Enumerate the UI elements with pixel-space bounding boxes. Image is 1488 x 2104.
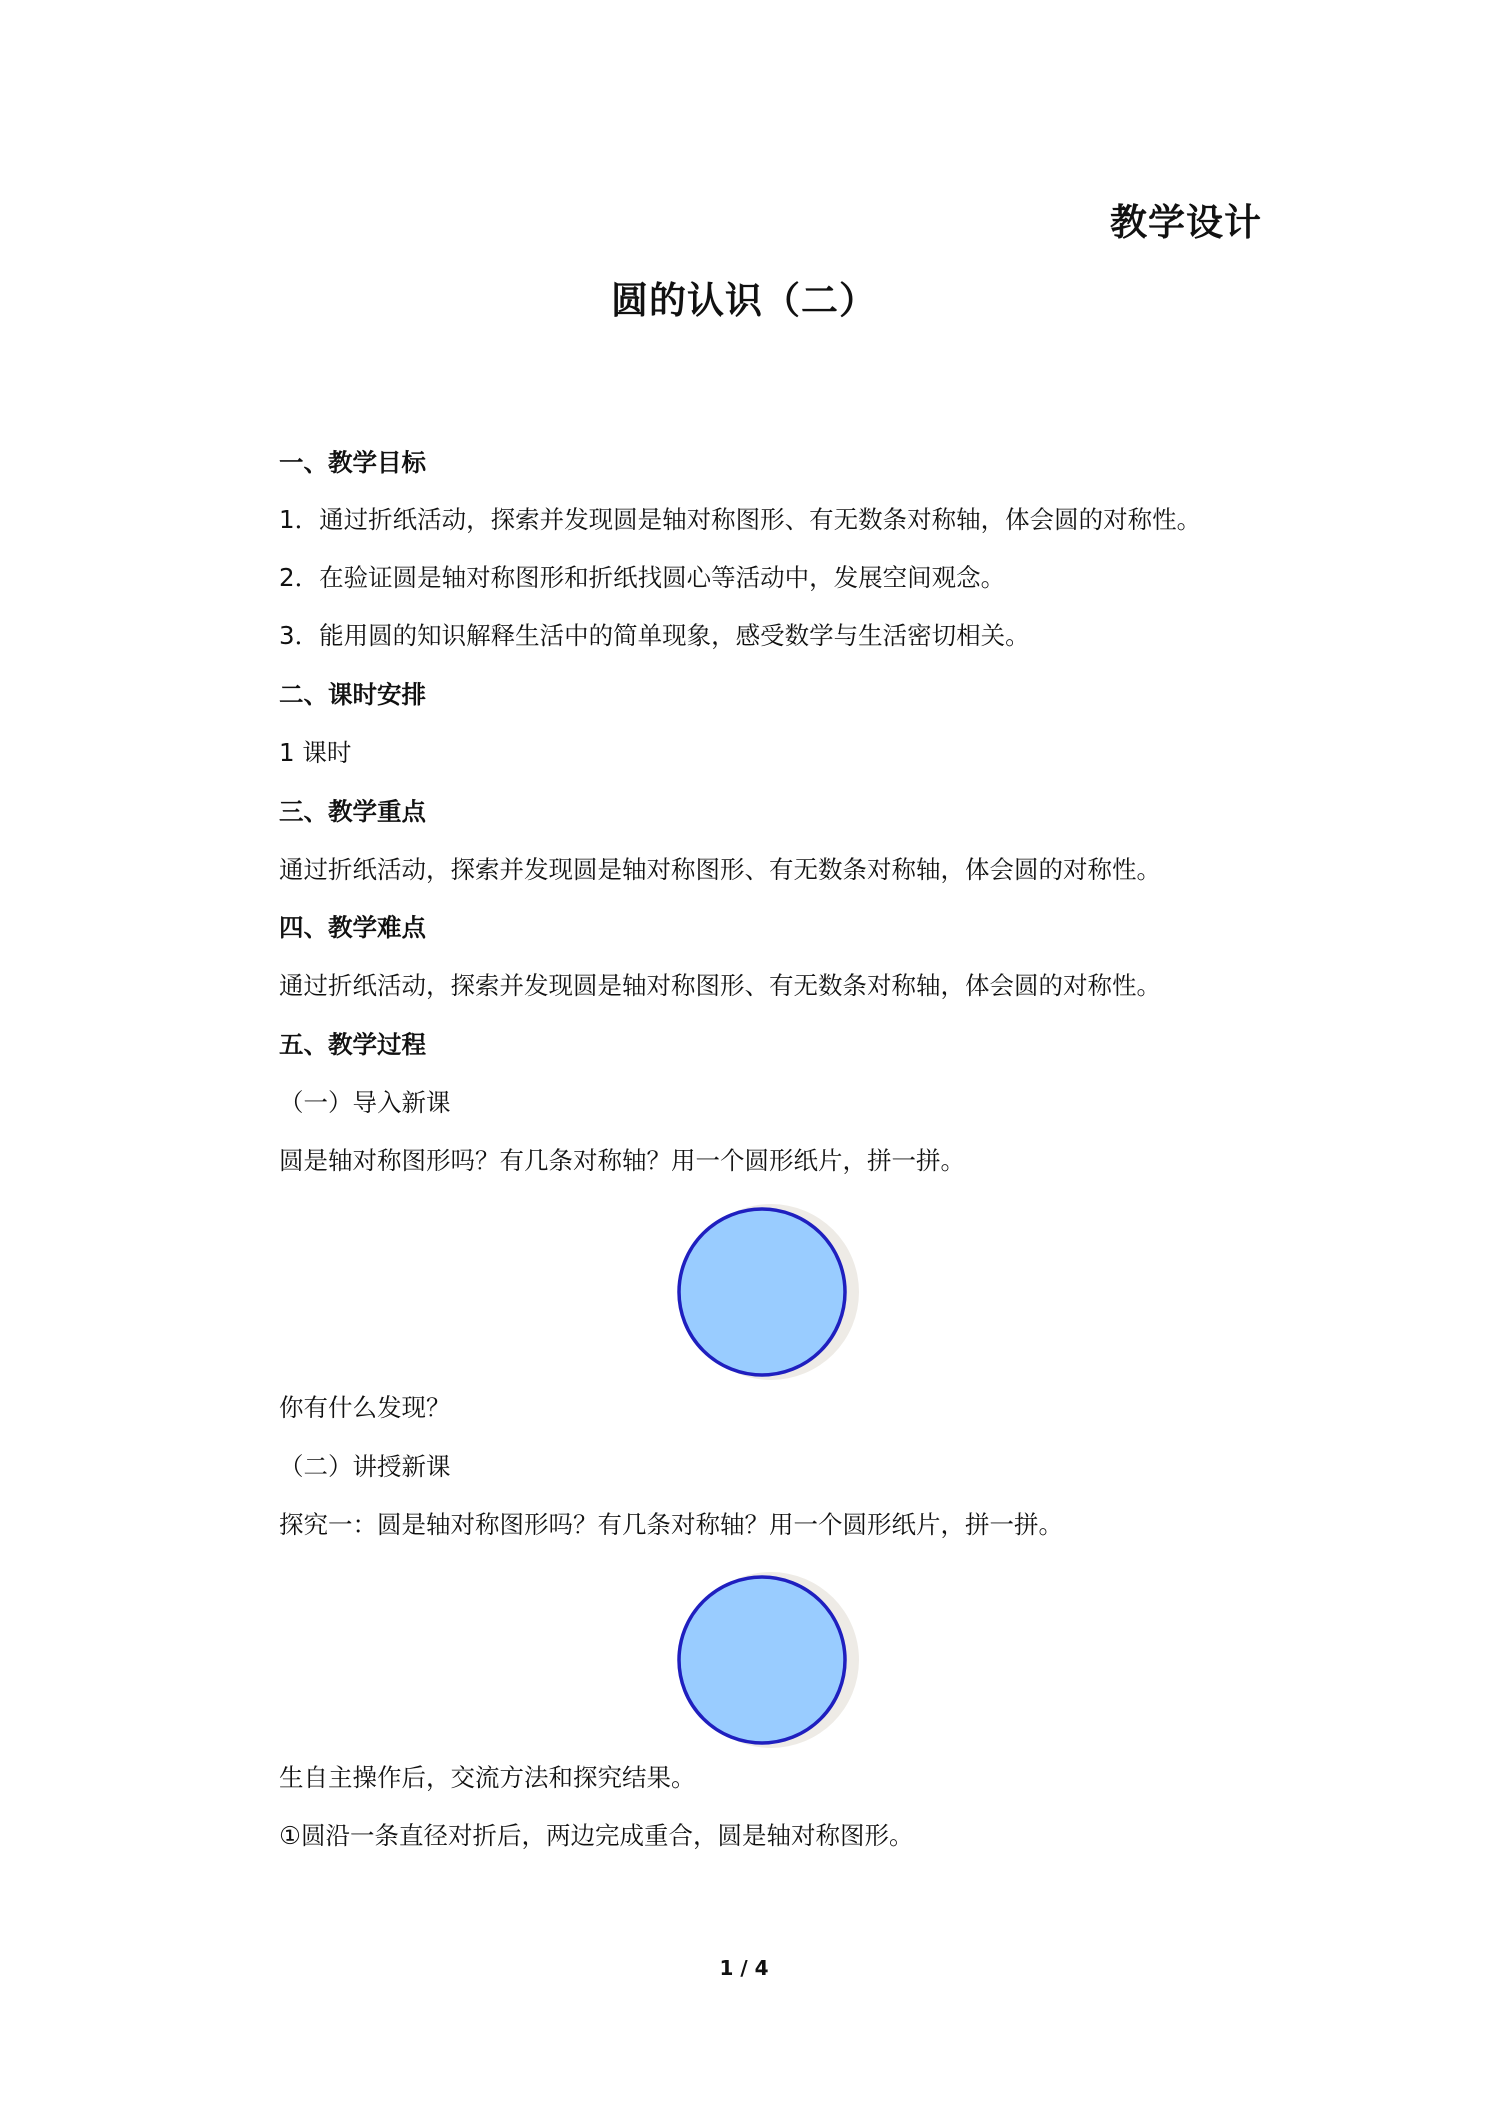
schedule-text: 1 课时 bbox=[279, 738, 352, 767]
section-heading-difficulty: 四、教学难点 bbox=[279, 913, 426, 942]
objective-item: 2．在验证圆是轴对称图形和折纸找圆心等活动中，发展空间观念。 bbox=[279, 563, 1006, 592]
difficulty-text: 通过折纸活动，探索并发现圆是轴对称图形、有无数条对称轴，体会圆的对称性。 bbox=[279, 971, 1161, 1000]
section-heading-objectives: 一、教学目标 bbox=[279, 448, 426, 477]
circle-figure-1 bbox=[675, 1200, 865, 1390]
intro-prompt: 你有什么发现？ bbox=[279, 1393, 451, 1422]
paper-circle bbox=[679, 1209, 845, 1375]
subsection-label-teach: （二）讲授新课 bbox=[279, 1452, 451, 1481]
intro-question: 圆是轴对称图形吗？有几条对称轴？用一个圆形纸片，拼一拼。 bbox=[279, 1146, 965, 1175]
objective-item: 3．能用圆的知识解释生活中的简单现象，感受数学与生活密切相关。 bbox=[279, 621, 1030, 650]
subsection-label-intro: （一）导入新课 bbox=[279, 1088, 451, 1117]
section-heading-process: 五、教学过程 bbox=[279, 1030, 426, 1059]
key-point-text: 通过折纸活动，探索并发现圆是轴对称图形、有无数条对称轴，体会圆的对称性。 bbox=[279, 855, 1161, 884]
section-heading-schedule: 二、课时安排 bbox=[279, 680, 426, 709]
doc-type-label: 教学设计 bbox=[1110, 201, 1262, 244]
after-text: 生自主操作后，交流方法和探究结果。 bbox=[279, 1763, 696, 1792]
page-title: 圆的认识（二） bbox=[611, 279, 877, 322]
page-number: 1 / 4 bbox=[719, 1956, 769, 1980]
circle-figure-2 bbox=[675, 1568, 865, 1758]
finding-text: ①圆沿一条直径对折后，两边完成重合，圆是轴对称图形。 bbox=[279, 1821, 914, 1850]
paper-circle bbox=[679, 1577, 845, 1743]
section-heading-key-point: 三、教学重点 bbox=[279, 797, 426, 826]
objective-item: 1．通过折纸活动，探索并发现圆是轴对称图形、有无数条对称轴，体会圆的对称性。 bbox=[279, 505, 1202, 534]
explore-question: 探究一：圆是轴对称图形吗？有几条对称轴？用一个圆形纸片，拼一拼。 bbox=[279, 1510, 1063, 1539]
